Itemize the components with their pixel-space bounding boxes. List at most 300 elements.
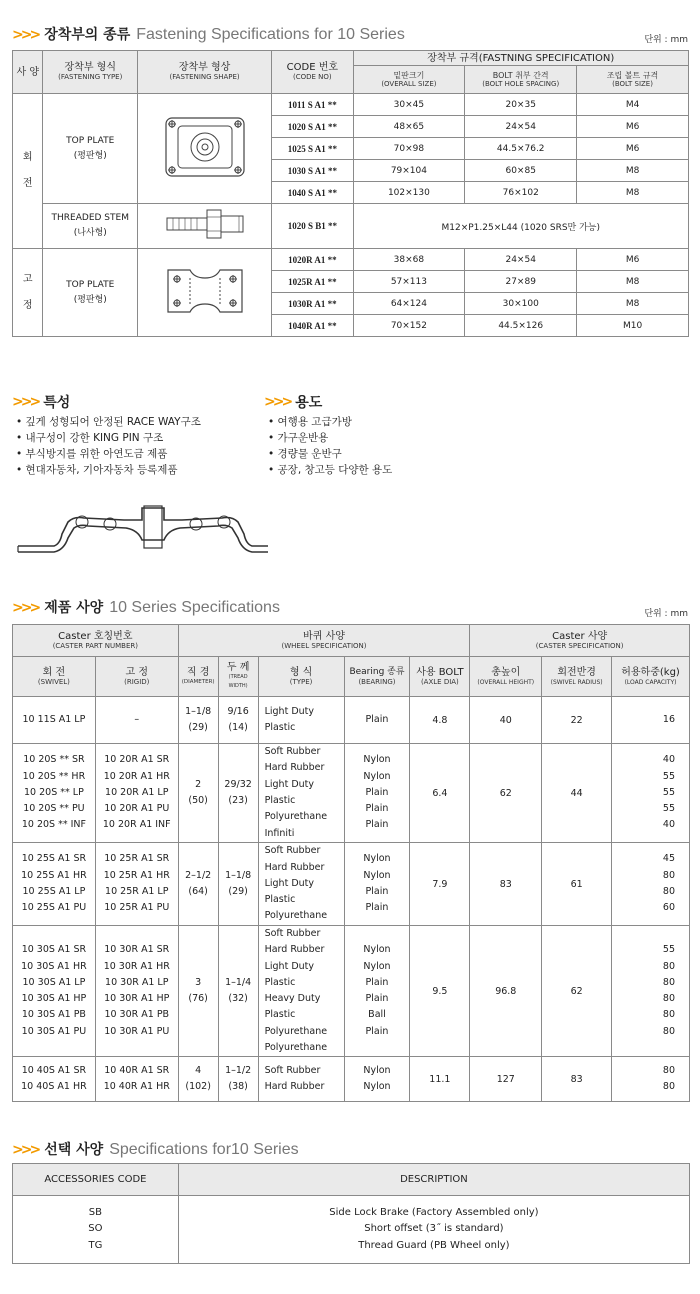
swivel-part-number-cell (13, 843, 96, 926)
wheel-type: Polyurethane (264, 1025, 328, 1037)
options-title-en: Specifications for10 Series (109, 1141, 299, 1158)
header-diameter (178, 657, 218, 697)
swivel-part-number: 10 30S A1 PU (21, 1025, 87, 1037)
header-load-en: (LOAD CAPACITY) (624, 678, 677, 686)
wheel-type: Soft Rubber (264, 845, 321, 857)
tread-value: (32) (228, 993, 248, 1005)
header-rigid (95, 657, 178, 697)
header-tread (218, 657, 258, 697)
header-size-en: (OVERALL SIZE) (381, 79, 437, 88)
axle-dia-value: 4.8 (410, 697, 470, 744)
uses-item: • 가구운반용 (268, 432, 329, 444)
options-section-title (12, 1139, 299, 1159)
specs-table (12, 624, 690, 1102)
overall-height-value: 96.8 (470, 926, 542, 1057)
rigid-size: 64×124 (353, 293, 465, 315)
header-shape-en: (FASTENING SHAPE) (169, 73, 240, 81)
load-capacity-value: 80 (662, 1065, 675, 1077)
type-line-2: (평판형) (73, 294, 107, 305)
diameter-value: 2–1/2 (185, 869, 212, 881)
swivel-part-number: 10 25S A1 PU (21, 902, 87, 914)
rigid-side-label (13, 249, 43, 337)
swivel-plate-drawing (138, 94, 272, 204)
swivel-part-number: 10 20S ** PU (23, 803, 85, 815)
accessory-description: Thread Guard (PB Wheel only) (358, 1239, 510, 1251)
swivel-radius-value: 44 (542, 744, 612, 843)
header-bearing (344, 657, 410, 697)
rigid-part-number: 10 20R A1 LP (105, 786, 169, 798)
wheel-type: Hard Rubber (264, 861, 325, 873)
swivel-side-label (13, 94, 43, 249)
tread-value: (29) (228, 886, 248, 897)
features-item: • 현대자동차, 기아자동차 등록제품 (16, 464, 178, 476)
rigid-part-number: 10 40R A1 HR (103, 1081, 170, 1093)
accessory-code: SO (88, 1223, 103, 1235)
header-part-en: (CASTER PART NUMBER) (52, 641, 138, 650)
rigid-part-number-cell (95, 843, 178, 926)
swivel-label-2: 전 (22, 178, 33, 189)
swivel-bolt: M6 (577, 116, 689, 138)
fastening-title-ko: 장착부의 종류 (44, 27, 131, 43)
swivel-hole: 20×35 (465, 94, 577, 116)
swivel-part-number: 10 30S A1 PB (21, 1009, 86, 1021)
diameter-value: 4 (195, 1065, 202, 1077)
header-swivel-ko: 회 전 (42, 666, 66, 678)
header-caster-en: (CASTER SPECIFICATION) (535, 641, 624, 650)
header-height-en: (OVERALL HEIGHT) (477, 678, 535, 686)
header-height (470, 657, 542, 697)
load-capacity-value: 45 (662, 853, 675, 865)
header-bolt-en: (BOLT SIZE) (612, 79, 653, 88)
wheel-type: Hard Rubber (264, 944, 325, 956)
header-type-ko: 형 식 (289, 666, 313, 678)
swivel-size: 102×130 (353, 182, 465, 204)
axle-dia-value: 11.1 (410, 1057, 470, 1102)
tread-value: (38) (228, 1081, 248, 1093)
diameter-value: (29) (188, 722, 208, 733)
load-capacity-value: 80 (662, 1025, 675, 1037)
uses-item: • 경량물 운반구 (268, 448, 342, 460)
diameter-value-cell (178, 926, 218, 1057)
specs-unit-label: 단위 : mm (644, 609, 688, 619)
header-type-en: (FASTENING TYPE) (58, 73, 123, 81)
bearing-type-cell (344, 744, 410, 843)
accessory-code: TG (88, 1239, 103, 1251)
accessory-code: SB (88, 1207, 103, 1219)
bearing-type: Nylon (363, 869, 391, 881)
wheel-type: Polyurethane (264, 1042, 328, 1054)
stem-spec: M12×P1.25×L44 (1020 SRS만 가능) (353, 204, 689, 249)
header-rigid-ko: 고 정 (125, 666, 148, 678)
swivel-part-number: 10 11S A1 LP (22, 713, 86, 725)
swivel-part-number: 10 30S A1 HP (21, 993, 87, 1005)
bearing-type-cell (344, 926, 410, 1057)
rigid-plate-icon (160, 264, 250, 318)
header-wheel-spec (178, 625, 470, 657)
fastening-title-en: Fastening Specifications for 10 Series (136, 26, 405, 43)
diameter-value-cell (178, 744, 218, 843)
wheel-type: Light Duty Plastic (264, 778, 315, 806)
type-line-2: (나사형) (73, 228, 107, 238)
rigid-label-2: 정 (22, 299, 33, 311)
rigid-part-number: 10 20R A1 INF (102, 819, 171, 831)
threaded-stem-icon (163, 207, 247, 241)
features-title (12, 392, 70, 412)
rigid-part-number: 10 25R A1 PU (104, 902, 170, 914)
header-dia-en: (DIAMETER) (181, 678, 215, 685)
swivel-bolt: M4 (577, 94, 689, 116)
diameter-value-cell (178, 843, 218, 926)
swivel-code: 1030 S A1 ** (272, 160, 353, 182)
rigid-part-number: 10 20R A1 SR (104, 754, 170, 766)
bearing-type-cell (344, 697, 410, 744)
rigid-hole: 24×54 (465, 249, 577, 271)
uses-list (268, 414, 392, 478)
swivel-size: 79×104 (353, 160, 465, 182)
header-type (43, 51, 138, 94)
overall-height-value: 62 (470, 744, 542, 843)
spec-group-row (13, 697, 690, 744)
rigid-label-1: 고 (22, 273, 33, 285)
bearing-type: Plain (365, 886, 389, 897)
swivel-code: 1025 S A1 ** (272, 138, 353, 160)
diameter-value: (50) (188, 795, 208, 806)
bearing-type: Ball (368, 1009, 386, 1021)
rigid-part-number-cell (95, 744, 178, 843)
bearing-type: Plain (365, 976, 389, 988)
swivel-hole: 24×54 (465, 116, 577, 138)
fastening-section-title (12, 24, 405, 44)
swivel-hole: 44.5×76.2 (465, 138, 577, 160)
swivel-part-number: 10 30S A1 LP (22, 976, 86, 988)
rigid-part-number: 10 20R A1 HR (103, 770, 170, 782)
header-caster-spec (470, 625, 690, 657)
wheel-type: Hard Rubber (264, 1081, 325, 1093)
overall-height-value: 40 (470, 697, 542, 744)
uses-item: • 공장, 창고등 다양한 용도 (268, 464, 393, 476)
uses-title-text: 용도 (295, 395, 323, 411)
swivel-radius-value: 22 (542, 697, 612, 744)
header-hole-ko: BOLT 취부 간격 (492, 70, 549, 80)
header-rigid-en: (RIGID) (124, 677, 150, 686)
swivel-label-1: 회 (22, 152, 33, 163)
swivel-bolt: M6 (577, 138, 689, 160)
header-height-ko: 총높이 (491, 666, 521, 678)
tread-value-cell (218, 926, 258, 1057)
swivel-bolt: M8 (577, 160, 689, 182)
specs-title-en: 10 Series Specifications (109, 599, 280, 616)
rigid-part-number-cell (95, 926, 178, 1057)
swivel-part-number: 10 25S A1 LP (22, 886, 86, 897)
rigid-part-number: 10 30R A1 LP (105, 976, 169, 988)
bearing-type: Plain (365, 786, 389, 798)
accessory-descriptions-cell (178, 1196, 689, 1264)
load-capacity-value-cell (612, 926, 690, 1057)
swivel-part-number: 10 25S A1 HR (21, 869, 87, 881)
header-size (353, 66, 465, 94)
tread-value: (23) (228, 795, 248, 806)
header-type-en: (TYPE) (289, 677, 313, 686)
swivel-part-number-cell (13, 1057, 96, 1102)
features-item: • 내구성이 강한 KING PIN 구조 (16, 432, 164, 444)
swivel-plate-icon (160, 114, 250, 180)
header-tread-en: (TREAD WIDTH) (228, 674, 248, 689)
header-hole (465, 66, 577, 94)
diameter-value-cell (178, 1057, 218, 1102)
load-capacity-value: 80 (662, 1081, 675, 1093)
bearing-type: Nylon (363, 770, 391, 782)
diameter-value: 2 (195, 778, 202, 790)
header-spec-group: 장착부 규격(FASTNING SPECIFICATION) (353, 51, 689, 66)
header-type-ko: 장착부 형식 (64, 62, 116, 73)
header-shape (138, 51, 272, 94)
swivel-bolt: M8 (577, 182, 689, 204)
load-capacity-value-cell (612, 1057, 690, 1102)
header-code-en: (CODE NO) (293, 73, 332, 81)
rigid-code: 1020R A1 ** (272, 249, 353, 271)
swivel-code: 1020 S A1 ** (272, 116, 353, 138)
swivel-size: 30×45 (353, 94, 465, 116)
overall-height-value: 127 (470, 1057, 542, 1102)
swivel-radius-value: 62 (542, 926, 612, 1057)
rigid-bolt: M8 (577, 293, 689, 315)
swivel-size: 48×65 (353, 116, 465, 138)
swivel-code: 1040 S A1 ** (272, 182, 353, 204)
wheel-type-cell (258, 697, 344, 744)
rigid-part-number: 10 30R A1 HP (104, 993, 170, 1005)
specs-title-ko: 제품 사양 (44, 600, 104, 616)
plate-cross-section-drawing (14, 500, 272, 560)
header-description: DESCRIPTION (178, 1164, 689, 1196)
uses-arrows-icon: >>> (264, 394, 291, 410)
rigid-part-number: 10 25R A1 LP (105, 886, 169, 897)
rigid-part-number: 10 30R A1 PU (104, 1025, 170, 1037)
load-capacity-value: 55 (662, 786, 675, 798)
features-item: • 부식방지를 위한 아연도금 제품 (16, 448, 168, 460)
axle-dia-value: 7.9 (410, 843, 470, 926)
swivel-radius-value: 83 (542, 1057, 612, 1102)
header-swivel-en: (SWIVEL) (37, 677, 70, 686)
header-dia-ko: 직 경 (186, 666, 210, 678)
bearing-type-cell (344, 1057, 410, 1102)
wheel-type-cell (258, 1057, 344, 1102)
rigid-size: 57×113 (353, 271, 465, 293)
tread-value-cell (218, 843, 258, 926)
spec-group-row (13, 744, 690, 843)
rigid-part-number: – (134, 713, 140, 725)
rigid-code: 1025R A1 ** (272, 271, 353, 293)
spec-group-row (13, 843, 690, 926)
header-size-ko: 밑판크기 (393, 70, 425, 80)
wheel-type: Light Duty Plastic (264, 877, 315, 906)
load-capacity-value: 16 (662, 713, 675, 725)
header-bearing-en: (BEARING) (358, 677, 396, 686)
header-part-number (13, 625, 179, 657)
rigid-part-number: 10 30R A1 SR (104, 944, 170, 956)
bearing-type: Plain (365, 803, 389, 815)
wheel-type: Light Duty Plastic (264, 705, 315, 733)
rigid-bolt: M10 (577, 315, 689, 337)
rigid-part-number: 10 25R A1 SR (104, 853, 170, 865)
load-capacity-value-cell (612, 843, 690, 926)
swivel-part-number-cell (13, 697, 96, 744)
swivel-part-number: 10 40S A1 HR (21, 1081, 87, 1093)
bearing-type: Nylon (363, 853, 391, 865)
accessory-description: Side Lock Brake (Factory Assembled only) (329, 1207, 539, 1219)
features-arrows-icon: >>> (12, 394, 39, 410)
threaded-stem-type (43, 204, 138, 249)
bearing-type-cell (344, 843, 410, 926)
rigid-code: 1030R A1 ** (272, 293, 353, 315)
title-arrows-icon: >>> (12, 1142, 39, 1158)
swivel-code: 1011 S A1 ** (272, 94, 353, 116)
swivel-part-number-cell (13, 744, 96, 843)
bearing-type: Plain (365, 902, 389, 914)
swivel-part-number: 10 20S ** HR (22, 770, 86, 782)
load-capacity-value: 40 (662, 754, 675, 766)
tread-value-cell (218, 697, 258, 744)
header-bolt-ko: 조립 볼트 규격 (606, 70, 659, 80)
axle-dia-value: 9.5 (410, 926, 470, 1057)
tread-value: 9/16 (227, 705, 249, 717)
header-axle (410, 657, 470, 697)
bearing-type: Nylon (363, 754, 391, 766)
rigid-plate-drawing (138, 249, 272, 337)
type-line-1: TOP PLATE (66, 135, 115, 146)
tread-value: 29/32 (224, 778, 252, 790)
uses-item: • 여행용 고급가방 (268, 416, 352, 428)
swivel-part-number: 10 20S ** INF (21, 819, 86, 831)
features-list (16, 414, 201, 478)
wheel-type: Polyurethane (264, 811, 328, 823)
load-capacity-value: 55 (662, 803, 675, 815)
load-capacity-value: 80 (662, 886, 675, 897)
swivel-top-plate-type (43, 94, 138, 204)
accessory-description: Short offset (3˝ is standard) (364, 1223, 504, 1235)
wheel-type-cell (258, 843, 344, 926)
rigid-part-number: 10 25R A1 HR (103, 869, 170, 881)
load-capacity-value: 55 (662, 944, 675, 956)
wheel-type: Polyurethane (264, 910, 328, 922)
load-capacity-value-cell (612, 744, 690, 843)
axle-dia-value: 6.4 (410, 744, 470, 843)
diameter-value-cell (178, 697, 218, 744)
header-bolt (577, 66, 689, 94)
header-swivel (13, 657, 96, 697)
bearing-type: Plain (365, 1025, 389, 1037)
rigid-hole: 44.5×126 (465, 315, 577, 337)
load-capacity-value-cell (612, 697, 690, 744)
bearing-type: Nylon (363, 1065, 391, 1077)
bearing-type: Plain (365, 713, 389, 725)
wheel-type: Soft Rubber (264, 1065, 321, 1077)
swivel-hole: 76×102 (465, 182, 577, 204)
features-title-text: 특성 (43, 395, 71, 411)
specs-table-body (13, 697, 690, 1102)
stem-code: 1020 S B1 ** (272, 204, 353, 249)
rigid-code: 1040R A1 ** (272, 315, 353, 337)
swivel-hole: 60×85 (465, 160, 577, 182)
header-axle-ko: 사용 BOLT (416, 666, 464, 678)
header-bearing-ko: Bearing 종류 (349, 666, 405, 677)
options-table (12, 1163, 690, 1264)
rigid-part-number: 10 40R A1 SR (104, 1065, 170, 1077)
header-load-ko: 허용하중(kg) (621, 666, 680, 678)
type-line-2: (평판형) (73, 150, 107, 161)
diameter-value: 1–1/8 (185, 705, 212, 717)
threaded-stem-drawing (138, 204, 272, 249)
diameter-value: 3 (195, 976, 202, 988)
tread-value: 1–1/8 (225, 869, 252, 881)
header-code (272, 51, 353, 94)
accessory-codes-cell (13, 1196, 179, 1264)
header-radius-en: (SWIVEL RADIUS) (550, 678, 603, 686)
load-capacity-value: 80 (662, 960, 675, 972)
swivel-size: 70×98 (353, 138, 465, 160)
load-capacity-value: 55 (662, 770, 675, 782)
header-hole-en: (BOLT HOLE SPACING) (482, 79, 560, 88)
rigid-part-number-cell (95, 1057, 178, 1102)
rigid-bolt: M8 (577, 271, 689, 293)
load-capacity-value: 80 (662, 1009, 675, 1021)
swivel-part-number: 10 30S A1 SR (21, 944, 87, 956)
bearing-type: Nylon (363, 960, 391, 972)
rigid-hole: 30×100 (465, 293, 577, 315)
specs-section-title (12, 597, 280, 617)
header-wheel-en: (WHEEL SPECIFICATION) (281, 641, 367, 650)
diameter-value: (64) (188, 886, 208, 897)
swivel-part-number: 10 20S ** SR (23, 754, 85, 766)
rigid-hole: 27×89 (465, 271, 577, 293)
load-capacity-value: 80 (662, 869, 675, 881)
rigid-part-number: 10 20R A1 PU (104, 803, 170, 815)
wheel-type: Light Duty Plastic (264, 960, 315, 988)
tread-value: (14) (228, 722, 248, 733)
header-type (258, 657, 344, 697)
tread-value-cell (218, 744, 258, 843)
spec-group-row (13, 926, 690, 1057)
header-radius-ko: 회전반경 (557, 666, 596, 678)
swivel-part-number: 10 30S A1 HR (21, 960, 87, 972)
title-arrows-icon: >>> (12, 600, 39, 616)
rigid-size: 38×68 (353, 249, 465, 271)
wheel-type-cell (258, 926, 344, 1057)
type-line-1: TOP PLATE (66, 279, 115, 290)
tread-value: 1–1/2 (225, 1065, 252, 1077)
header-tread-ko: 두 께 (226, 662, 250, 673)
spec-group-row (13, 1057, 690, 1102)
load-capacity-value: 80 (662, 976, 675, 988)
header-radius (542, 657, 612, 697)
fastening-unit-label: 단위 : mm (644, 35, 688, 45)
wheel-type-cell (258, 744, 344, 843)
diameter-value: (102) (185, 1081, 211, 1093)
diameter-value: (76) (188, 993, 208, 1005)
header-accessories-code: ACCESSORIES CODE (13, 1164, 179, 1196)
swivel-radius-value: 61 (542, 843, 612, 926)
rigid-bolt: M6 (577, 249, 689, 271)
load-capacity-value: 40 (662, 819, 675, 831)
tread-value-cell (218, 1057, 258, 1102)
swivel-part-number: 10 40S A1 SR (21, 1065, 87, 1077)
rigid-part-number: 10 30R A1 HR (103, 960, 170, 972)
overall-height-value: 83 (470, 843, 542, 926)
wheel-type: Infiniti (264, 827, 295, 839)
header-spec: 사 양 (13, 51, 43, 94)
bearing-type: Nylon (363, 1081, 391, 1093)
swivel-part-number: 10 20S ** LP (24, 786, 84, 798)
header-wheel-ko: 바퀴 사양 (303, 630, 345, 642)
